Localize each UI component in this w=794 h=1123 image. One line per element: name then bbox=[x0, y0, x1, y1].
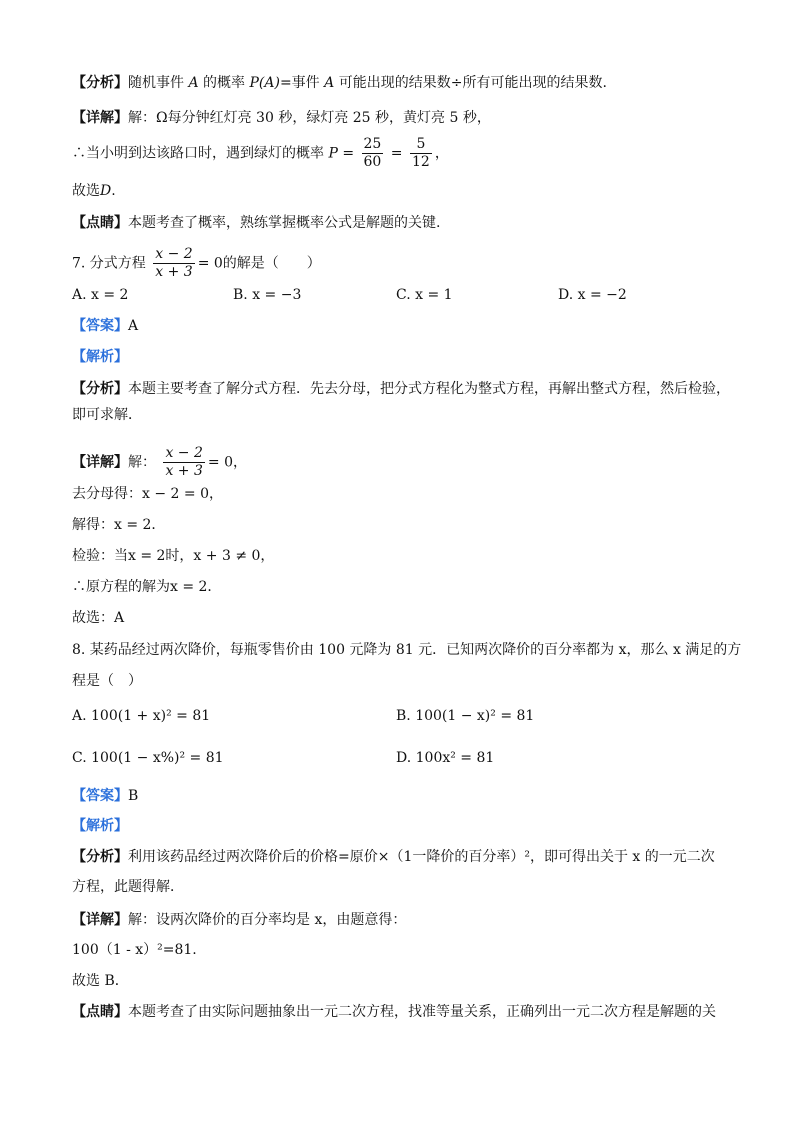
q7-step-4: ∴原方程的解为x = 2． bbox=[72, 579, 222, 595]
q7-prefix: 7. 分式方程 bbox=[72, 255, 146, 272]
q8-answer-tag: 【答案】 bbox=[72, 788, 128, 804]
q8-analysis-tag: 【分析】 bbox=[72, 849, 128, 865]
detail-text: 解：Ω每分钟红灯亮 30 秒，绿灯亮 25 秒，黄灯亮 5 秒， bbox=[128, 110, 491, 126]
frac-num-2: 5 bbox=[410, 136, 432, 154]
equals-sign: = bbox=[390, 145, 403, 162]
q8-jiexi bbox=[72, 816, 128, 836]
q7-step-1: 去分母得：x − 2 = 0， bbox=[72, 486, 223, 502]
choose-dot: . bbox=[111, 183, 116, 199]
analysis-text-1: 随机事件 bbox=[128, 75, 184, 91]
choose-text: 故选 bbox=[72, 183, 100, 199]
q8-option-a: A. 100(1 + x)² = 81 bbox=[72, 708, 211, 724]
q7-analysis-text: 本题主要考查了解分式方程．先去分母，把分式方程化为整式方程，再解出整式方程，然后检验， bbox=[128, 381, 730, 397]
analysis-line bbox=[72, 73, 607, 93]
q8-option-c: C. 100(1 − x%)² = 81 bbox=[72, 750, 224, 766]
fraction-25-60 bbox=[362, 136, 384, 171]
q8-choose: 故选 B． bbox=[72, 973, 129, 989]
prob-pa: P(A) bbox=[249, 75, 280, 91]
probability-text: ∴当小明到达该路口时，遇到绿灯的概率 bbox=[72, 145, 324, 162]
q7-jiexi bbox=[72, 347, 128, 367]
q8-comment-line bbox=[72, 1002, 716, 1022]
q7-answer: A bbox=[128, 318, 139, 334]
question-8-stem-2: 程是（ ） bbox=[72, 673, 142, 689]
q7-detail-tag: 【详解】 bbox=[72, 454, 128, 471]
q8-detail-text: 解：设两次降价的百分率均是 x，由题意得： bbox=[128, 912, 407, 928]
q7-jiexi-tag: 【解析】 bbox=[72, 349, 128, 365]
probability-line bbox=[72, 136, 449, 171]
comment-tag: 【点睛】 bbox=[72, 215, 128, 231]
q7-detail-fraction bbox=[163, 445, 204, 480]
q8-option-d: D. 100x² = 81 bbox=[396, 750, 495, 766]
q8-detail-line bbox=[72, 910, 406, 930]
q8-detail-tag: 【详解】 bbox=[72, 912, 128, 928]
q8-comment-text: 本题考查了由实际问题抽象出一元二次方程，找准等量关系，正确列出一元二次方程是解题的关 bbox=[128, 1004, 716, 1020]
choose-line bbox=[72, 181, 116, 201]
q7-detail-post: = 0， bbox=[207, 454, 247, 471]
question-7-stem bbox=[72, 246, 321, 281]
q7-detail-frac-den: x + 3 bbox=[165, 463, 203, 479]
q8-comment-tag: 【点睛】 bbox=[72, 1004, 128, 1020]
analysis-text-3: =事件 bbox=[279, 75, 320, 91]
q8-option-b: B. 100(1 − x)² = 81 bbox=[396, 708, 535, 724]
q7-answer-tag: 【答案】 bbox=[72, 318, 128, 334]
q7-step-2: 解得：x = 2． bbox=[72, 517, 166, 533]
q7-step-3: 检验：当x = 2时，x + 3 ≠ 0， bbox=[72, 548, 275, 564]
analysis-text-4: 可能出现的结果数÷所有可能出现的结果数. bbox=[338, 75, 607, 91]
q7-option-a: A. x = 2 bbox=[72, 287, 129, 303]
q8-answer: B bbox=[128, 788, 139, 804]
q7-frac-num: x − 2 bbox=[155, 246, 193, 262]
question-8-stem-1: 8. 某药品经过两次降价，每瓶零售价由 100 元降为 81 元．已知两次降价的百分率都为 x，那么 x 满足的方 bbox=[72, 642, 742, 658]
q7-analysis-2: 即可求解． bbox=[72, 407, 142, 423]
q7-step-5: 故选：A bbox=[72, 610, 125, 626]
q7-detail-line bbox=[72, 445, 247, 480]
q7-analysis-tag: 【分析】 bbox=[72, 381, 128, 397]
frac-num: 25 bbox=[363, 136, 382, 152]
q8-analysis-2: 方程，此题得解． bbox=[72, 879, 184, 895]
q7-option-b: B. x = −3 bbox=[233, 287, 302, 303]
q7-detail-pre: 解： bbox=[128, 454, 156, 471]
comment-text: 本题考查了概率，熟练掌握概率公式是解题的关键. bbox=[128, 215, 441, 231]
q7-option-c: C. x = 1 bbox=[396, 287, 453, 303]
analysis-text-2: 的概率 bbox=[203, 75, 246, 91]
q8-answer-line bbox=[72, 786, 138, 806]
event-a-2: A bbox=[324, 75, 335, 91]
q8-analysis-text: 利用该药品经过两次降价后的价格=原价×（1一降价的百分率）²，即可得出关于 x 的一元二次 bbox=[128, 849, 715, 865]
detail-line bbox=[72, 108, 491, 128]
q7-option-d: D. x = −2 bbox=[558, 287, 627, 303]
detail-tag: 【详解】 bbox=[72, 110, 128, 126]
q7-fraction bbox=[153, 246, 194, 281]
analysis-tag: 【分析】 bbox=[72, 75, 128, 91]
choose-value: D bbox=[100, 183, 112, 199]
event-a: A bbox=[188, 75, 199, 91]
q7-analysis-1 bbox=[72, 379, 730, 399]
q7-frac-den: x + 3 bbox=[155, 264, 193, 280]
q7-detail-frac-num: x − 2 bbox=[165, 445, 203, 461]
q8-jiexi-tag: 【解析】 bbox=[72, 818, 128, 834]
probability-tail: ， bbox=[434, 145, 449, 162]
probability-symbol: P = bbox=[328, 145, 355, 162]
q8-equation: 100（1 - x）²=81. bbox=[72, 942, 197, 958]
comment-line bbox=[72, 213, 440, 233]
q8-analysis-1 bbox=[72, 847, 715, 867]
frac-den-2: 12 bbox=[411, 154, 430, 170]
frac-den: 60 bbox=[363, 154, 382, 170]
fraction-5-12 bbox=[410, 136, 432, 171]
q7-suffix: = 0的解是（ ） bbox=[197, 255, 321, 272]
q7-answer-line bbox=[72, 316, 138, 336]
